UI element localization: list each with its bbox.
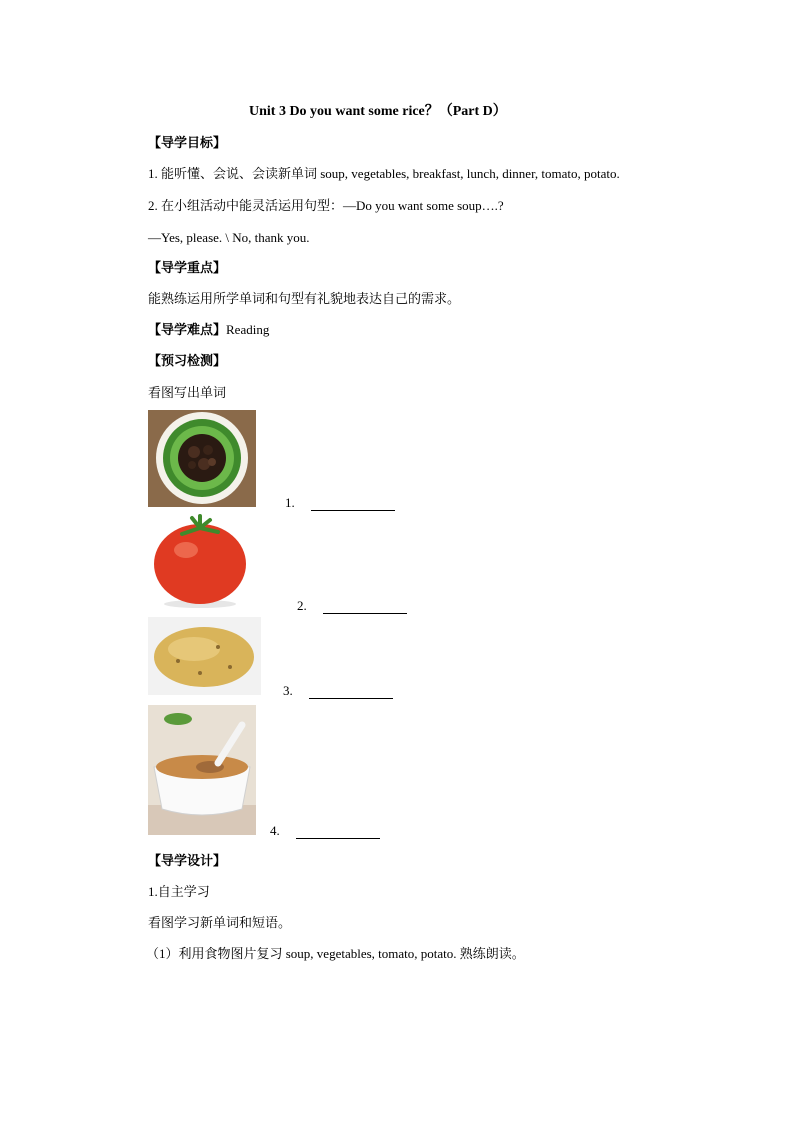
item-number-4: 4. [270,823,280,838]
step-1: （1）利用食物图片复习 soup, vegetables, tomato, potato. 熟练朗读。 [146,946,525,961]
goal-2: 2. 在小组活动中能灵活运用句型：—Do you want some soup….? [148,198,504,213]
item-number-1: 1. [285,495,295,510]
item-number-2: 2. [297,598,307,613]
preview-instruction: 看图写出单词 [148,385,227,400]
answer-line-4 [270,823,380,839]
preview-heading: 【预习检测】 [148,353,227,368]
potato-image [148,617,261,695]
goal-3: —Yes, please. \ No, thank you. [148,230,310,245]
answer-line-1 [285,495,395,511]
self-study: 1.自主学习 [148,884,210,899]
answer-line-3 [283,683,393,699]
difficulty-text: Reading [226,322,270,337]
focus-text: 能熟练运用所学单词和句型有礼貌地表达自己的需求。 [148,291,461,306]
tomato-image [148,512,252,610]
item-number-3: 3. [283,683,293,698]
design-heading: 【导学设计】 [148,853,227,868]
self-study-instruction: 看图学习新单词和短语。 [148,915,292,930]
answer-blank-3[interactable] [309,686,393,699]
goals-heading: 【导学目标】 [148,135,227,150]
difficulty-heading: 【导学难点】 [148,322,227,337]
vegetables-image [148,410,256,507]
focus-heading: 【导学重点】 [148,260,227,275]
answer-blank-1[interactable] [311,498,395,511]
page-title: Unit 3 Do you want some rice？（Part D） [249,104,507,119]
goal-1: 1. 能听懂、会说、会读新单词 soup, vegetables, breakfast, lunch, dinner, tomato, potato. [148,166,620,181]
difficulty-line [148,322,269,338]
answer-line-2 [297,598,407,614]
answer-blank-4[interactable] [296,826,380,839]
answer-blank-2[interactable] [323,601,407,614]
soup-image [148,705,256,835]
